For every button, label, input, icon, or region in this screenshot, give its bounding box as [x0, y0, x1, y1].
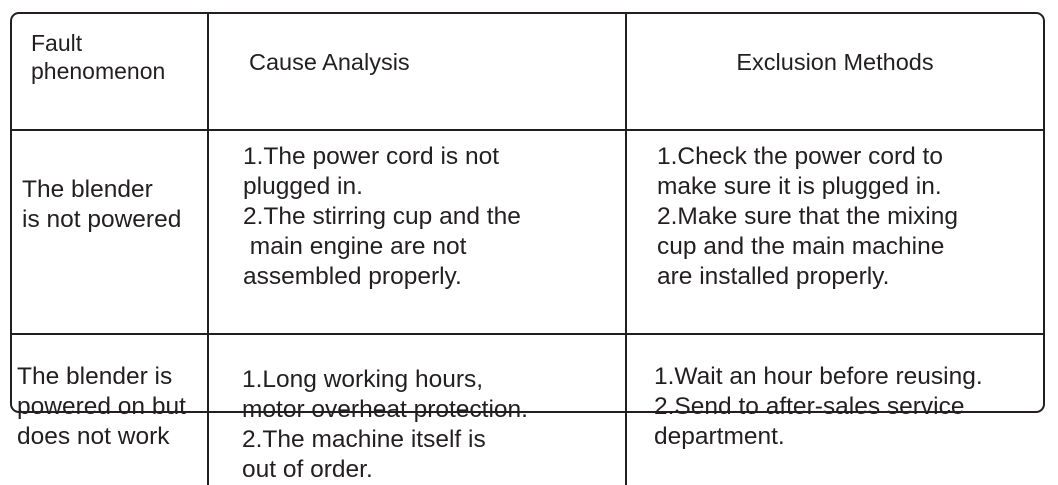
cell-text-line: 1.Long working hours,	[242, 366, 484, 393]
table-row	[12, 130, 1043, 334]
cell-text-line: plugged in.	[243, 173, 363, 200]
table-header-row	[12, 14, 1043, 130]
cell-text-line: 2.The stirring cup and the	[243, 203, 521, 230]
header-text-line: Fault	[31, 30, 83, 56]
cause-cell	[208, 130, 626, 334]
cell-text-line: 1.Wait an hour before reusing.	[654, 363, 983, 390]
cell-text-line: 2.The machine itself is	[242, 426, 486, 453]
cell-text-line: 1.The power cord is not	[243, 143, 500, 170]
header-fault-phenomenon	[12, 14, 208, 130]
cell-text-line: powered on but	[17, 393, 186, 420]
table-row	[12, 334, 1043, 485]
cell-text-line: assembled properly.	[243, 263, 462, 290]
cell-text-line: main engine are not	[243, 233, 467, 260]
header-text-line: Cause Analysis	[249, 49, 410, 75]
header-exclusion-methods	[626, 14, 1043, 130]
cell-text-line: 1.Check the power cord to	[657, 143, 943, 170]
cell-text-line: 2.Send to after-sales service	[654, 393, 965, 420]
fault-cell	[12, 130, 208, 334]
cell-text-line: cup and the main machine	[657, 233, 945, 260]
cell-text-line: does not work	[17, 423, 170, 450]
header-text-line: phenomenon	[31, 58, 166, 84]
cell-text-line: 2.Make sure that the mixing	[657, 203, 958, 230]
cell-text-line: out of order.	[242, 456, 373, 483]
exclusion-cell	[626, 334, 1043, 485]
fault-cell	[12, 334, 208, 485]
cell-text-line: department.	[654, 423, 785, 450]
cell-text-line: The blender is	[17, 363, 173, 390]
troubleshooting-table-frame	[10, 12, 1045, 483]
cell-text-line: The blender	[22, 176, 153, 203]
header-cause-analysis	[208, 14, 626, 130]
cell-text-line: is not powered	[22, 206, 182, 233]
cell-text-line: are installed properly.	[657, 263, 890, 290]
cell-text-line: motor overheat protection.	[242, 396, 528, 423]
cell-text-line: make sure it is plugged in.	[657, 173, 942, 200]
cause-cell	[208, 334, 626, 485]
exclusion-cell	[626, 130, 1043, 334]
header-text-line: Exclusion Methods	[736, 49, 934, 75]
troubleshooting-table	[12, 14, 1043, 485]
